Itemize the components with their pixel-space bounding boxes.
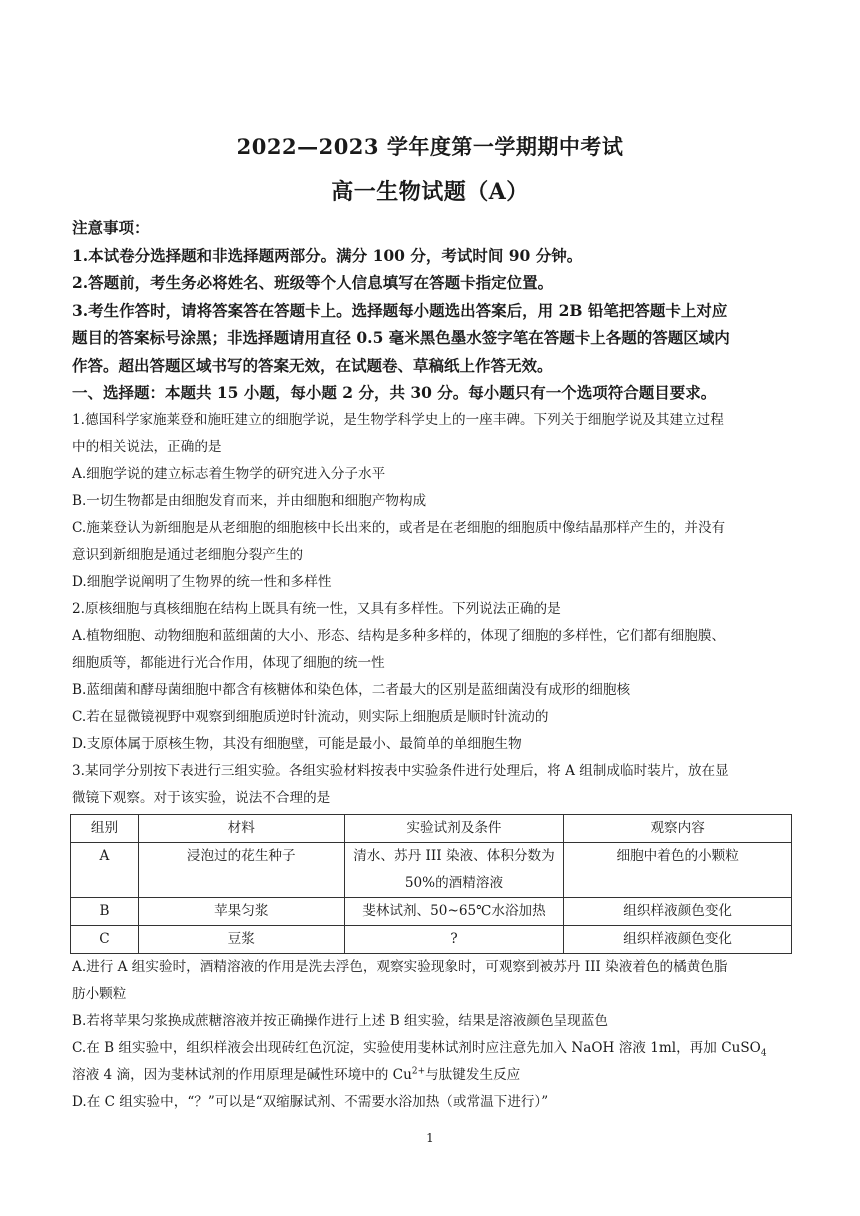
notice-item: 3.考生作答时，请将答案答在答题卡上。选择题每小题选出答案后，用 2B 铅笔把答题卡上对应 <box>72 300 728 320</box>
table-cell: 豆浆 <box>138 925 344 953</box>
option-a-cont: 肪小颗粒 <box>72 985 127 1002</box>
superscript: 2+ <box>411 1065 426 1076</box>
table-cell: B <box>71 897 139 925</box>
table-cell: 组织样液颜色变化 <box>564 897 792 925</box>
question-3 <box>72 758 790 1116</box>
table-header-cell: 组别 <box>71 814 139 842</box>
exam-subtitle: 高一生物试题（A） <box>331 179 529 205</box>
option-c <box>72 1035 790 1062</box>
notice-heading: 注意事项： <box>72 218 150 237</box>
option-b: B.若将苹果匀浆换成蔗糖溶液并按正确操作进行上述 B 组实验，结果是溶液颜色呈现蓝色 <box>72 1012 608 1029</box>
option-c-text: C.在 B 组实验中，组织样液会出现砖红色沉淀，实验使用斐林试剂时应注意先加入 NaOH 溶液 1ml，再加 CuSO <box>72 1039 761 1056</box>
table-row <box>71 842 792 897</box>
option-b: B.蓝细菌和酵母菌细胞中都含有核糖体和染色体，二者最大的区别是蓝细菌没有成形的细胞核 <box>72 681 631 698</box>
table-cell: 细胞中着色的小颗粒 <box>564 842 792 897</box>
experiment-table <box>70 814 792 954</box>
table-cell: ? <box>344 925 564 953</box>
option-a-cont: 细胞质等，都能进行光合作用，体现了细胞的统一性 <box>72 654 385 671</box>
option-c: C.若在显微镜视野中观察到细胞质逆时针流动，则实际上细胞质是顺时针流动的 <box>72 708 549 725</box>
question-stem: 2.原核细胞与真核细胞在结构上既具有统一性，又具有多样性。下列说法正确的是 <box>72 600 561 617</box>
option-d: D.细胞学说阐明了生物界的统一性和多样性 <box>72 573 332 590</box>
option-b: B.一切生物都是由细胞发育而来，并由细胞和细胞产物构成 <box>72 492 427 509</box>
option-a: A.进行 A 组实验时，酒精溶液的作用是洗去浮色，观察实验现象时，可观察到被苏丹 III 染液着色的橘黄色脂 <box>72 958 728 975</box>
table-row <box>71 897 792 925</box>
option-c-text: 与肽键发生反应 <box>425 1066 521 1083</box>
table-cell: 组织样液颜色变化 <box>564 925 792 953</box>
option-c-text: 溶液 4 滴，因为斐林试剂的作用原理是碱性环境中的 Cu <box>72 1066 412 1083</box>
option-d: D.支原体属于原核生物，其没有细胞壁，可能是最小、最简单的单细胞生物 <box>72 735 522 752</box>
question-stem: 中的相关说法，正确的是 <box>72 438 222 455</box>
option-c: C.施莱登认为新细胞是从老细胞的细胞核中长出来的，或者是在老细胞的细胞质中像结晶那样产生的，并没有 <box>72 519 726 536</box>
question-2 <box>72 596 790 758</box>
section-heading: 一、选择题：本题共 15 小题，每小题 2 分，共 30 分。每小题只有一个选项符合题目要求。 <box>72 383 717 402</box>
notice-item: 题目的答案标号涂黑；非选择题请用直径 0.5 毫米黑色墨水签字笔在答题卡上各题的答题区域内 <box>72 328 730 347</box>
table-cell: 斐林试剂、50~65℃水浴加热 <box>344 897 564 925</box>
option-a: A.植物细胞、动物细胞和蓝细菌的大小、形态、结构是多种多样的，体现了细胞的多样性，它们都有细胞膜、 <box>72 627 726 644</box>
option-d: D.在 C 组实验中，“？”可以是“双缩脲试剂、不需要水浴加热（或常温下进行）” <box>72 1093 549 1110</box>
table-row <box>71 925 792 953</box>
notice-item: 1.本试卷分选择题和非选择题两部分。满分 100 分，考试时间 90 分钟。 <box>72 245 583 265</box>
table-cell: C <box>71 925 139 953</box>
question-stem: 3.某同学分别按下表进行三组实验。各组实验材料按表中实验条件进行处理后，将 A 组制成临时装片，放在显 <box>72 762 729 779</box>
notice-item: 作答。超出答题区域书写的答案无效，在试题卷、草稿纸上作答无效。 <box>72 355 553 375</box>
option-c-cont: 意识到新细胞是通过老细胞分裂产生的 <box>72 546 304 563</box>
table-header-cell: 观察内容 <box>564 814 792 842</box>
exam-title: 2022—2023 学年度第一学期期中考试 <box>236 134 624 159</box>
table-header-cell: 材料 <box>138 814 344 842</box>
table-header-row <box>71 814 792 842</box>
table-cell: 苹果匀浆 <box>138 897 344 925</box>
question-stem: 微镜下观察。对于该实验，说法不合理的是 <box>72 789 331 806</box>
table-cell: 清水、苏丹 III 染液、体积分数为 50%的酒精溶液 <box>344 842 564 897</box>
page-number: 1 <box>426 1131 434 1145</box>
exam-content <box>72 214 790 1116</box>
notice-item: 2.答题前，考生务必将姓名、班级等个人信息填写在答题卡指定位置。 <box>72 273 554 292</box>
option-c-cont <box>72 1062 790 1089</box>
table-header-cell: 实验试剂及条件 <box>344 814 564 842</box>
question-stem: 1.德国科学家施莱登和施旺建立的细胞学说，是生物学科学史上的一座丰碑。下列关于细胞学说及其建立过程 <box>72 411 724 428</box>
table-cell: 浸泡过的花生种子 <box>138 842 344 897</box>
notice-section <box>72 214 790 407</box>
question-1 <box>72 407 790 596</box>
table-cell: A <box>71 842 139 897</box>
subscript: 4 <box>760 1048 767 1059</box>
option-a: A.细胞学说的建立标志着生物学的研究进入分子水平 <box>72 465 386 482</box>
